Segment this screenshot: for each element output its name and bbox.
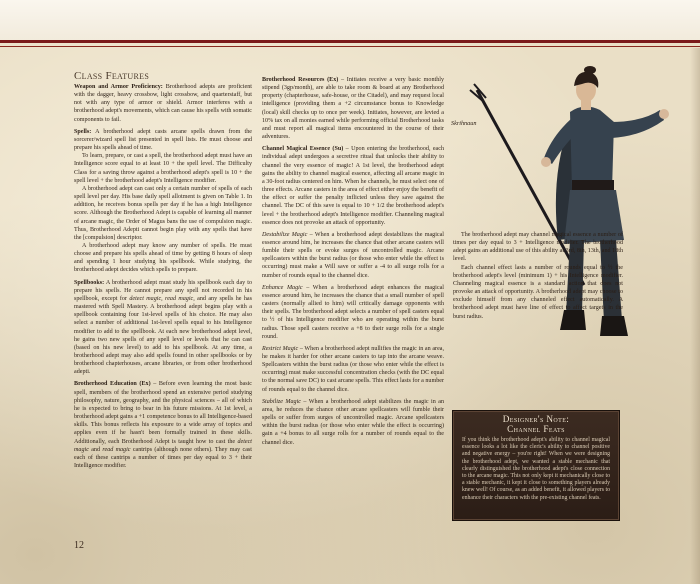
lead-spellbooks: Spellbooks: [74,279,105,286]
character-belt [572,180,614,190]
paragraph-enhance [262,284,444,341]
lead-enhance: Enhance Magic [262,284,303,291]
character-arm-right [610,110,664,138]
sidebar-title-line1: Designer's Note: [502,414,570,424]
paragraph-spells [74,128,252,152]
paragraph-spells-per-day: A brotherhood adept can cast only a certain number of spells of each spell level per day. His base daily spell allotment is given on Table 1. In addition, he receives bonus spells per day if he has a high Intelligence score. Although the Brotherhood Adept is capable of learning all manner of arcane magic, the Order of Magus bans the use of compulsion magic. Thus, Brotherhood Adepti cannot begin play with any spells that have the [compulsion] descriptor. [74,185,252,241]
paragraph-spellbooks [74,279,252,377]
lead-weapon-armor: Weapon and Armor Proficiency: [74,84,163,90]
column-right [453,231,623,321]
illustration-caption: Skrihnaun [451,120,477,127]
lead-resources: Brotherhood Resources (Ex) [262,77,339,83]
text-enhance: – When a brotherhood adept enhances the magical essence around him, he increases the chance that a small number of spell casters (normally allied to him) will critically damage opponents with their spells. The brotherhood adept selects a number of spell casters equal to ½ of his Intelligence modifier who are operating within the burst radius. Those spell casters receive a +8 to their surge rolls for a single round. [262,284,444,340]
text-education-a: – Before even learning the most basic spell, members of the brotherhood spend an extensive period studying philosophy, nature, geography, and the physical sciences – all of which he is expected to bring to bear in his future missions. At 1st level, a brotherhood adept gains a +1 competence bonus to all Intelligence-based skills. This bonus reflects his exposure to a wide array of topics and applies even if he hasn't been formally trained in these skills. Additionally, each Brotherhood Adept is taught how to cast the [74,381,252,445]
text-education-b: and [88,446,103,453]
column-middle [262,76,444,451]
character-neck [581,100,591,110]
character-hand-left [541,157,551,167]
text-weapon-armor: Brotherhood adepts are proficient with the dagger, heavy crossbow, light crossbow, and quarterstaff, but not with any type of armor or shield. Armor interferes with a brotherhood adept's movements, which can cause his spells with somatic components to fail. [74,84,253,123]
paragraph-spells-know: A brotherhood adept may know any number of spells. He must choose and prepare his spells ahead of time by getting 8 hours of sleep and spending 1 hour studying his spellbook. While studying, the brotherhood adept decides which spells to prepare. [74,242,252,274]
lead-destabilize: Destabilize Magic [262,231,308,238]
paragraph-destabilize [262,231,444,280]
text-education-c: cantrips (although none others). They may cast each of these cantrips a number of times per day equal to 3 + their Intelligence modifier. [74,446,252,470]
paragraph-channel-uses: The brotherhood adept may channel magical essence a number of times per day equal to 3 + Intelligence modifier. The brotherhood adept gains an additional use of this ability at 3rd, 8th, 13th, and 18th level. [453,232,623,263]
text-destabilize: – When a brotherhood adept destabilizes the magical essence around him, he increases the chance that other arcane casters will fumble their spells or evoke surges of uncontrolled magic. Arcane spellcasters within the burst radius (or those who enter while the effect is occurring) must make a Will save or suffer a -4 to all surge rolls for a number of rounds equal to the channel dice. [262,231,444,279]
paragraph-restrict [262,345,444,394]
ital-detect-magic: detect magic [74,438,252,453]
paragraph-channel-duration: Each channel effect lasts a number of rounds equal to ½ the brotherhood adept's level (minimum 1) + his Intelligence modifier. Channeling magical essence is a standard action that does not provoke an attack of opportunity. A brotherhood adept may choose to exclude himself from any channeled effect automatically. A brotherhood adept must have line of effect to affect targets in the burst radius. [453,264,623,320]
section-title: Class Features [74,70,150,82]
page-edge-shadow [690,48,700,584]
paragraph-stabilize [262,398,444,447]
lead-channel-essence: Channel Magical Essence (Su) [262,146,344,153]
header-bar [0,0,700,43]
text-resources: – Initiates receive a very basic monthly stipend (3gp/month), are able to take room & board at any Brotherhood property (chapterhouse, safe-house, or the Citadel), and may request local intelligence (providing them a +2 circumstance bonus to Knowledge (local) skill checks up to once per week). Initiates, however, are levied a 10% tax on all monies earned while performing official Brotherhood tasks and must report all magical items encountered in the course of their adventures. [262,77,444,141]
ital-read-magic: read magic [102,446,131,453]
designers-note-sidebar [452,410,620,521]
character-hand-right [659,109,669,119]
paragraph-weapon-armor [74,83,252,124]
lead-brotherhood-education: Brotherhood Education (Ex) [74,381,151,388]
sidebar-body: If you think the brotherhood adept's ability to channel magical essence looks a lot like the cleric's ability to channel positive and negative energy – you're right! When we were designing the brotherhood adept, we wanted a stable mechanic that clearly distinguished the brotherhood adept's close connection to the arcane magic. This not only kept it mechanically close to a stable mechanic, it kept it close to something players already knew well! Of course, as an added benefit, it allowed players to enhance their characters with the pre-existing channel feats. [462,437,610,501]
paragraph-resources [262,76,444,141]
paragraph-channel-essence [262,145,444,227]
lead-spells: Spells: [74,128,92,135]
text-spells: A brotherhood adept casts arcane spells drawn from the sorcerer/wizard spell list presented in spell lists. He must choose and prepare his spells ahead of time. [74,128,252,152]
ital-spellbooks: detect magic, read magic, [129,295,195,302]
text-restrict: – When a brotherhood adept nullifies the magic in an area, he makes it harder for other arcane casters to tap into the arcane weave. Spellcasters within the burst radius (or those who enter while the effect is occurring) must make successful concentration checks (with the DC equal to the normal save DC) to cast arcane spells. This effect lasts for a number of rounds equal to the channel dice. [262,345,444,393]
paragraph-spells-learn: To learn, prepare, or cast a spell, the brotherhood adept must have an Intelligence score equal to at least 10 + the spell level. The Difficulty Class for a saving throw against a brotherhood adept's spell is 10 + the spell level + the brotherhood adept's Intelligence modifier. [74,153,252,184]
lead-stabilize: Stabilize Magic [262,398,301,405]
text-channel-essence: – Upon entering the brotherhood, each individual adept undergoes a secretive ritual that unlocks their ability to channel the very essence of magic! A 1st level, the brotherhood adept gains the ability to channel magical essence, affecting all arcane magic in a 30-foot radius centered on him. When he channels, he must select one of three effects. Arcane casters in the area of effect either enjoy the benefit of the effect or suffer the penalty inflicted unless they save against the channel. The DC of this save is equal to 10 + 1/2 the brotherhood adept's level + the brotherhood adept's Intelligence modifier. Channeling magical essence does not provoke an attack of opportunity. [262,146,445,226]
sidebar-title-line2: Channel Feats [507,423,565,434]
text-spellbooks-b: and any spells he has mastered with Spell Mastery. A brotherhood adept begins play with a spellbook containing four 1st-level spells of his choice. He may also select a number of additional 1st-level spells equal to his Intelligence modifier to add to the spellbook. At each new brotherhood adept level, he gains two new spells of any spell level or levels that he can cast (based on his new level) to add to his spellbook. At any time, a brotherhood adept may also add spells found in other spellbooks or by brotherhood chapterhouses, arcane libraries, or from other brotherhood adepti. [74,295,252,376]
page-number: 12 [74,540,84,551]
text-spellbooks-a: A brotherhood adept must study his spellbook each day to prepare his spells. He cannot prepare any spell not recorded in his spellbook, except for [74,279,252,302]
paragraph-brotherhood-education [74,380,252,470]
column-left [74,70,252,474]
lead-restrict: Restrict Magic [262,345,299,352]
character-hair-bun [584,66,596,74]
text-stabilize: – When a brotherhood adept stabilizes the magic in an area, he reduces the chance other arcane spellcasters will fumble their spells or suffer from surges of uncontrolled magic. Arcane spellcasters within the burst radius (or those who enter while the effect is occurring) gain a +4 bonus to all surge rolls for a number of rounds equal to the channel dice. [262,398,444,446]
